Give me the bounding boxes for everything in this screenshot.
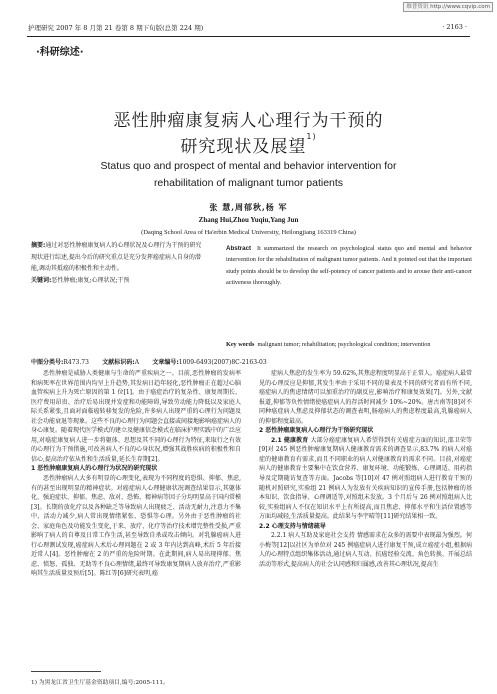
authors-english: Zhang Hui,Zhou Yuqiu,Yang Jun	[198, 216, 299, 224]
abstract-zh-label: 摘要:	[31, 242, 46, 249]
paragraph: 2.2.1 病人互助及家庭社会支持 情感需求在众多的需要中表现最为强烈。何小梅等[12]以社区为单位对 245 例癌症病人进行康复干预,成立癌症小组,根据病人的心理特点组织集体活动,通过病人互动、抗癌经验交流、角色转换、开展总结活动等形式,提高病人的社会认同感和归属感,改善其心理状况,提高生	[259, 532, 472, 568]
abstract-zh-text: 通过对恶性肿瘤康复病人的心理状况及心理行为干预的研究现状进行综述,提出今后的研究重点是充分发挥癌症病人自身的潜能,调动其抵癌的积极性和主动性。	[31, 242, 202, 273]
classification-line	[31, 357, 471, 366]
keywords-zh-text: 恶性肿瘤;康复;心理状况;干预	[51, 276, 130, 284]
authors-chinese: 张 慧,周郁秋,杨 军	[209, 202, 288, 212]
body-right-column	[259, 369, 472, 569]
section-heading-2: 2 恶性肿瘤康复病人心理行为干预研究现状	[259, 427, 374, 435]
title-footnote-mark: 1)	[306, 132, 317, 141]
header-rule	[27, 36, 470, 37]
article-number-label: 文章编号:	[152, 359, 179, 366]
article-number-value: 1009-6493(2007)8C-2163-03	[178, 359, 267, 366]
title-line-2-text: 研究现状及展望	[180, 137, 307, 157]
paragraph: 症病人焦虑的发生率为 59.62%,其焦虑程度明显高于正常人。癌症病人最常见的心理反应是抑郁,其发生率由于采用不同的量表及不同的研究者而有所不同,癌症病人的焦虑情绪可以加重治疗的副反应,影响治疗和康复效果[7]。另外,文献报道,抑郁等负性情绪使癌症病人的存活时间减少 10%~20%。唐古南等[8]对不同种癌症病人焦虑及抑郁状态的调查表明,肠癌病人的焦虑程度最高,乳腺癌病人的抑郁程度最高。	[259, 370, 472, 425]
section-heading-1: 1 恶性肿瘤康复病人的心理行为状况的研究现状	[31, 465, 158, 473]
keywords-en-text: malignant tumor; rehabilitation; psychological condition; intervention	[257, 341, 431, 348]
abstract-chinese	[31, 240, 206, 286]
affiliation: (Daqing School Area of Ha'erbin Medical University, Heilongjiang 163319 China)	[141, 229, 356, 236]
column-tag: ·科研综述·	[36, 47, 84, 58]
body-left-column	[31, 369, 241, 579]
abstract-english	[226, 243, 472, 289]
title-line-2	[0, 132, 497, 157]
subsection-heading-2-2: 2.2 心理支持与情绪疏导	[259, 522, 326, 530]
english-title-line-2: rehabilitation of malignant tumor patients	[153, 177, 344, 189]
paragraph-text: 大部分癌症康复病人希望得到有关癌症方面的知识,邵卫荣等[9]对 245 例恶性肿瘤康复期病人健康教育需求的调查显示,83.7% 的病人对癌症的健康教育有需求,而且不同职业的病人对健康教育的需求不同。目前,对癌症病人的健康教育主要集中在饮食营养、康复环境、功能锻炼、心理调适、用药指导及定期随访复查等方面。Jacobs 等[10]对 47 例对照组病人进行教育干预的随机对照研究,实验组 21 例病人为发放有关疾病知识的宣传手册,包括肿瘤的基本知识、饮食指导、心理调适等,对照组未发放。3 个月后与 26 例对照组病人比较,实验组病人不仅在知识水平上有所提高,而且焦虑、抑郁水平和生活位置感等方面均减轻,生活质量提高。此结果与李宇晴等[11]研究结果相一致。	[259, 436, 472, 521]
keywords-en-label: Key words	[226, 341, 255, 348]
page-number: · 2163 ·	[442, 23, 467, 31]
paragraph	[259, 436, 472, 522]
keywords-zh-label: 关键词:	[31, 276, 52, 284]
keywords-english	[226, 340, 472, 351]
paragraph: 恶性肿瘤是威胁人类健康与生命的严重疾病之一。目前,恶性肿瘤的发病率和病死率在世界范围内均呈上升趋势,其发病日趋年轻化,恶性肿瘤正在超过心脑血管疾病上升为死亡原因的第 1 位[1]。由于癌症治疗的复杂性、康复周期长、医疗费用昂贵、治疗后易出现并发症和功能障碍,导致劳动能力降低以及家庭人际关系紧张,且面对面临癌转移复发的危险,许多病人出现严重的心理行为问题及社会功能衰退等现象。这些不良的心理行为问题会直接或间接地影响癌症病人的身心康复。随着现代医学模式的建立及健康信念模式在临床护理实践中的广泛应用,对癌症康复病人进一步将躯体、思想及其不同的心理行为特征,来取行之有效的心理行为干预措施,可改善病人不良的心身状况,增强其战胜疾病的积极性和自信心,提高治疗依从性和生活质量,延长生存期[2]。	[31, 370, 242, 463]
doc-code-value: A	[134, 359, 140, 366]
source-stamp: 维普资讯 http://www.cqvip.com	[403, 2, 493, 12]
footnote: 1) 为黑龙江省卫生厅基金资助项目,编号:2005-111。	[31, 680, 169, 686]
paragraph: 恶性肿瘤病人大多有明显的心理变化,表现为不同程度的恐惧、抑郁、焦虑,有的甚至出现明显的精神症状。对癌症病人心理健康状况调查结果显示,其躯体化、强迫症状、抑郁、焦虑、敌对、恐怖、精神病等因子分均明显高于国内常模[3]。长期的放化疗以及各种缺乏等导致病人出现疲乏、活动无耐力,注意力不集中、活动力减少,病人常出现情绪紧张、恐惧等心理。另外由于恶性肿瘤的社会、家庭角色及功能发生变化,于来、放疗、化疗等治疗技术增完整性受损,严重影响了病人的自尊及日常工作生活,甚至导致自杀或攻击倾向。对乳腺癌病人进行心理测试发现,癌症病人术后心理问题在 2 或 3 年内达到高峰,术后 5 年后接近常人[4]。恶性肿瘤在 2 的严重的危险时期。在此期间,病人易出现抑郁、焦虑、愤怒、孤独、无助等不良心理情绪,最终可导致康复期病人放弃治疗,严重影响其生活质量及预后[5]。陈红等[6]研究表明,癌	[31, 475, 242, 578]
doc-code-label: 文献标识码:	[102, 359, 135, 366]
title-line-1: 恶性肿瘤康复病人心理行为干预的	[113, 111, 384, 131]
footnote-rule	[31, 671, 101, 672]
clc-label: 中图分类号:	[31, 359, 64, 366]
abstract-en-text: It summarized the research on psychological status quo and mental and behavior intervention for the rehabilitation of malignant tumor patients. And it pointed out that the important study points should be to develop the self-potency of cancer patients and to arouse their anti-cancer activeness thoroughly.	[226, 245, 473, 287]
clc-value: R473.73	[63, 359, 89, 366]
english-title-line-1: Status quo and prospect of mental and behavior intervention for	[100, 160, 397, 172]
subsection-heading-2-1: 2.1 健康教育	[271, 436, 309, 444]
journal-header: 护理研究 2007 年 8 月第 21 卷第 8 期下旬版(总第 224 期)	[28, 24, 204, 32]
abstract-en-label: Abstract	[226, 245, 252, 252]
